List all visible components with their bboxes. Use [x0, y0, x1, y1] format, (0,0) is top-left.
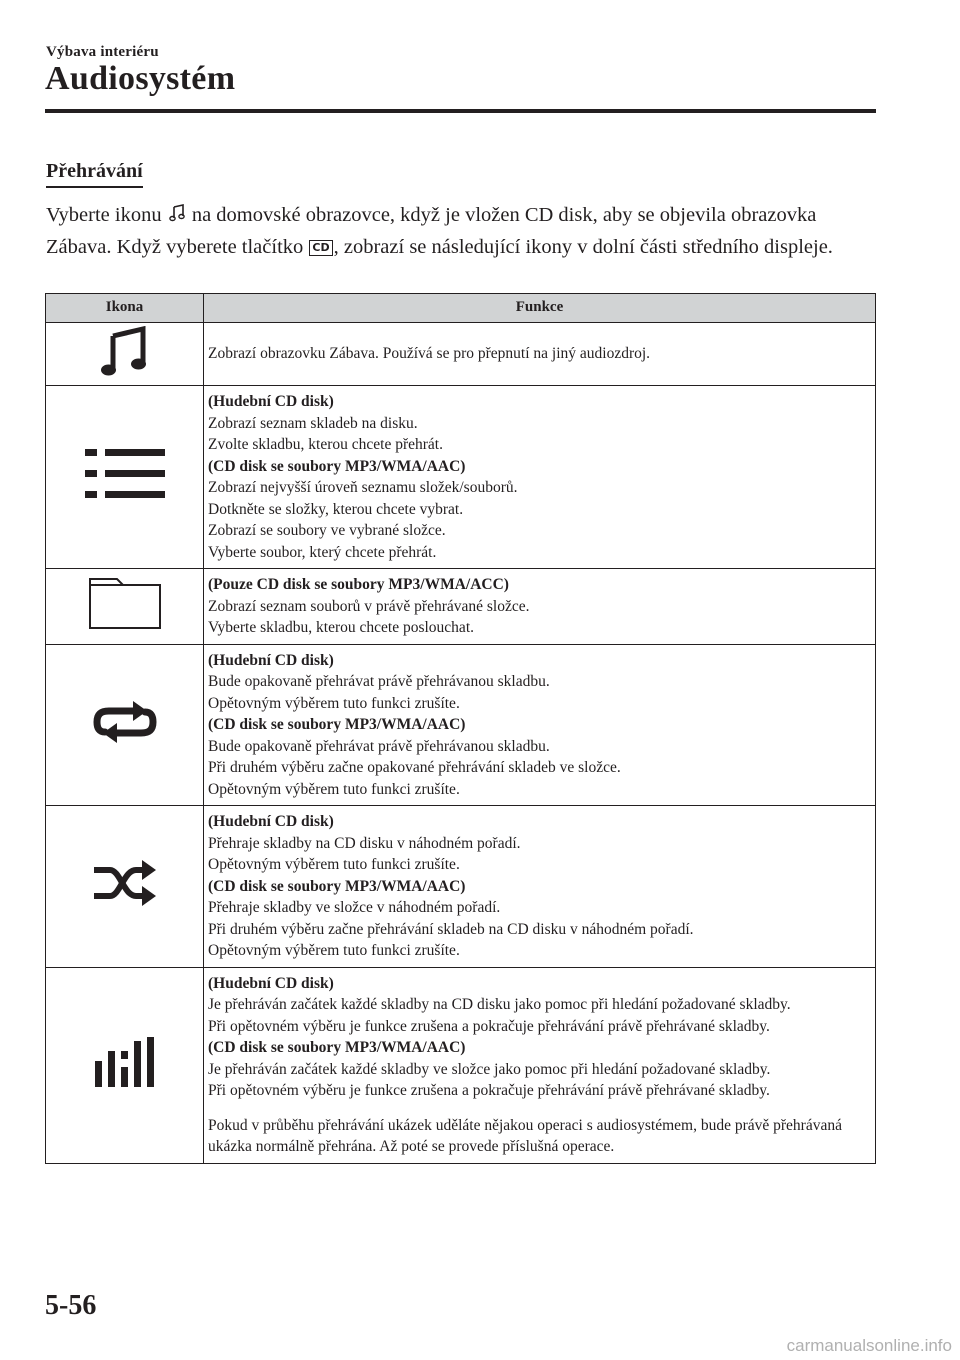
function-description-line: Opětovným výběrem tuto funkci zrušíte.: [208, 942, 460, 959]
disc-type-heading: (Hudební CD disk): [208, 974, 334, 992]
disc-type-heading: (CD disk se soubory MP3/WMA/AAC): [208, 1039, 466, 1056]
text-cell: [204, 386, 876, 569]
icon-cell: [46, 569, 204, 645]
icon-cell: [46, 323, 204, 386]
function-description-line: Přehraje skladby na CD disku v náhodném pořadí.: [208, 834, 521, 852]
function-description-line: Při druhém výběru začne přehrávání skladeb na CD disku v náhodném pořadí.: [208, 920, 694, 938]
function-description-line: Dotkněte se složky, kterou chcete vybrat.: [208, 500, 464, 518]
cd-button-icon: CD: [309, 240, 332, 256]
intro-text-2: na domovské obrazovce, když je vložen CD disk, aby se objevila obrazovka Zábava. Když vyberete tlačítko: [46, 204, 817, 258]
disc-type-heading: (Hudební CD disk): [208, 393, 334, 410]
page-number: 5-56: [45, 1290, 97, 1321]
scan-icon: [95, 1074, 155, 1091]
section-label: Výbava interiéru: [46, 44, 159, 60]
chapter-title: Audiosystém: [45, 60, 236, 97]
function-description-line: Zobrazí obrazovku Zábava. Používá se pro přepnutí na jiný audiozdroj.: [208, 345, 651, 363]
function-description-line: Bude opakovaně přehrávat právě přehrávanou skladbu.: [208, 737, 550, 755]
function-description-line: Je přehráván začátek každé skladby ve složce jako pomoc při hledání požadované skladby.: [208, 1060, 771, 1078]
function-description-line: Zobrazí seznam skladeb na disku.: [208, 414, 418, 432]
table-row: [46, 806, 876, 968]
intro-paragraph: [46, 200, 880, 262]
function-description-line: Při opětovném výběru je funkce zrušena a pokračuje přehrávání právě přehrávané skladby.: [208, 1017, 770, 1035]
list-icon: [85, 486, 165, 503]
icon-cell: [46, 806, 204, 968]
text-cell: [204, 806, 876, 968]
watermark: carmanualsonline.info: [786, 1336, 952, 1355]
text-cell: [204, 323, 876, 386]
music-note-icon: [169, 202, 185, 232]
text-cell: [204, 569, 876, 645]
disc-type-heading: (Pouze CD disk se soubory MP3/WMA/ACC): [208, 576, 509, 593]
shuffle-icon: [92, 893, 158, 910]
function-description-line: Zobrazí seznam souborů v právě přehrávané složce.: [208, 597, 530, 615]
function-description-line: Vyberte skladbu, kterou chcete poslouchat.: [208, 619, 474, 636]
function-description-line: Opětovným výběrem tuto funkci zrušíte.: [208, 856, 460, 873]
text-cell: [204, 644, 876, 806]
disc-type-heading: (Hudební CD disk): [208, 813, 334, 830]
disc-type-heading: (CD disk se soubory MP3/WMA/AAC): [208, 457, 466, 475]
repeat-icon: [93, 733, 157, 750]
intro-text-1: Vyberte ikonu: [46, 204, 162, 226]
function-description-line: Opětovným výběrem tuto funkci zrušíte.: [208, 694, 460, 712]
sub-heading: Přehrávání: [46, 160, 143, 188]
table-row: [46, 386, 876, 569]
header-icon: Ikona: [46, 294, 204, 323]
function-description-line: Je přehráván začátek každé skladby na CD disku jako pomoc při hledání požadované skladby.: [208, 996, 791, 1013]
function-description-line: Opětovným výběrem tuto funkci zrušíte.: [208, 780, 460, 798]
disc-type-heading: (CD disk se soubory MP3/WMA/AAC): [208, 877, 466, 895]
header-rule: [45, 109, 876, 113]
function-description-line: Vyberte soubor, který chcete přehrát.: [208, 543, 437, 561]
table-row: [46, 644, 876, 806]
text-cell: [204, 967, 876, 1163]
icon-cell: [46, 644, 204, 806]
function-description-line: Zvolte skladbu, kterou chcete přehrát.: [208, 436, 443, 453]
function-description-line: Při opětovném výběru je funkce zrušena a pokračuje přehrávání právě přehrávané skladby.: [208, 1082, 770, 1099]
paragraph-gap: [208, 1102, 871, 1115]
table-header-row: [46, 294, 876, 323]
icon-cell: [46, 386, 204, 569]
function-description-line: Přehraje skladby ve složce v náhodném pořadí.: [208, 899, 501, 916]
function-description-line: Zobrazí nejvyšší úroveň seznamu složek/souborů.: [208, 479, 518, 496]
function-description-line: Zobrazí se soubory ve vybrané složce.: [208, 522, 446, 539]
header-function: Funkce: [204, 294, 876, 323]
function-description-line: Pokud v průběhu přehrávání ukázek uděláte nějakou operaci s audiosystémem, bude právě přehrávaná ukázka normálně přehrána. Až poté se provede příslušná operace.: [208, 1116, 842, 1155]
table-row: [46, 569, 876, 645]
disc-type-heading: (Hudební CD disk): [208, 651, 334, 669]
music-note-icon: [101, 363, 149, 380]
folder-icon: [89, 616, 161, 633]
function-table: [45, 293, 876, 1164]
table-body: [46, 323, 876, 1164]
icon-cell: [46, 967, 204, 1163]
table-row: [46, 323, 876, 386]
function-description-line: Bude opakovaně přehrávat právě přehrávanou skladbu.: [208, 673, 550, 690]
disc-type-heading: (CD disk se soubory MP3/WMA/AAC): [208, 716, 466, 733]
function-description-line: Při druhém výběru začne opakované přehrávání skladeb ve složce.: [208, 759, 621, 776]
table-row: [46, 967, 876, 1163]
intro-text-3: , zobrazí se následující ikony v dolní části středního displeje.: [333, 236, 833, 258]
